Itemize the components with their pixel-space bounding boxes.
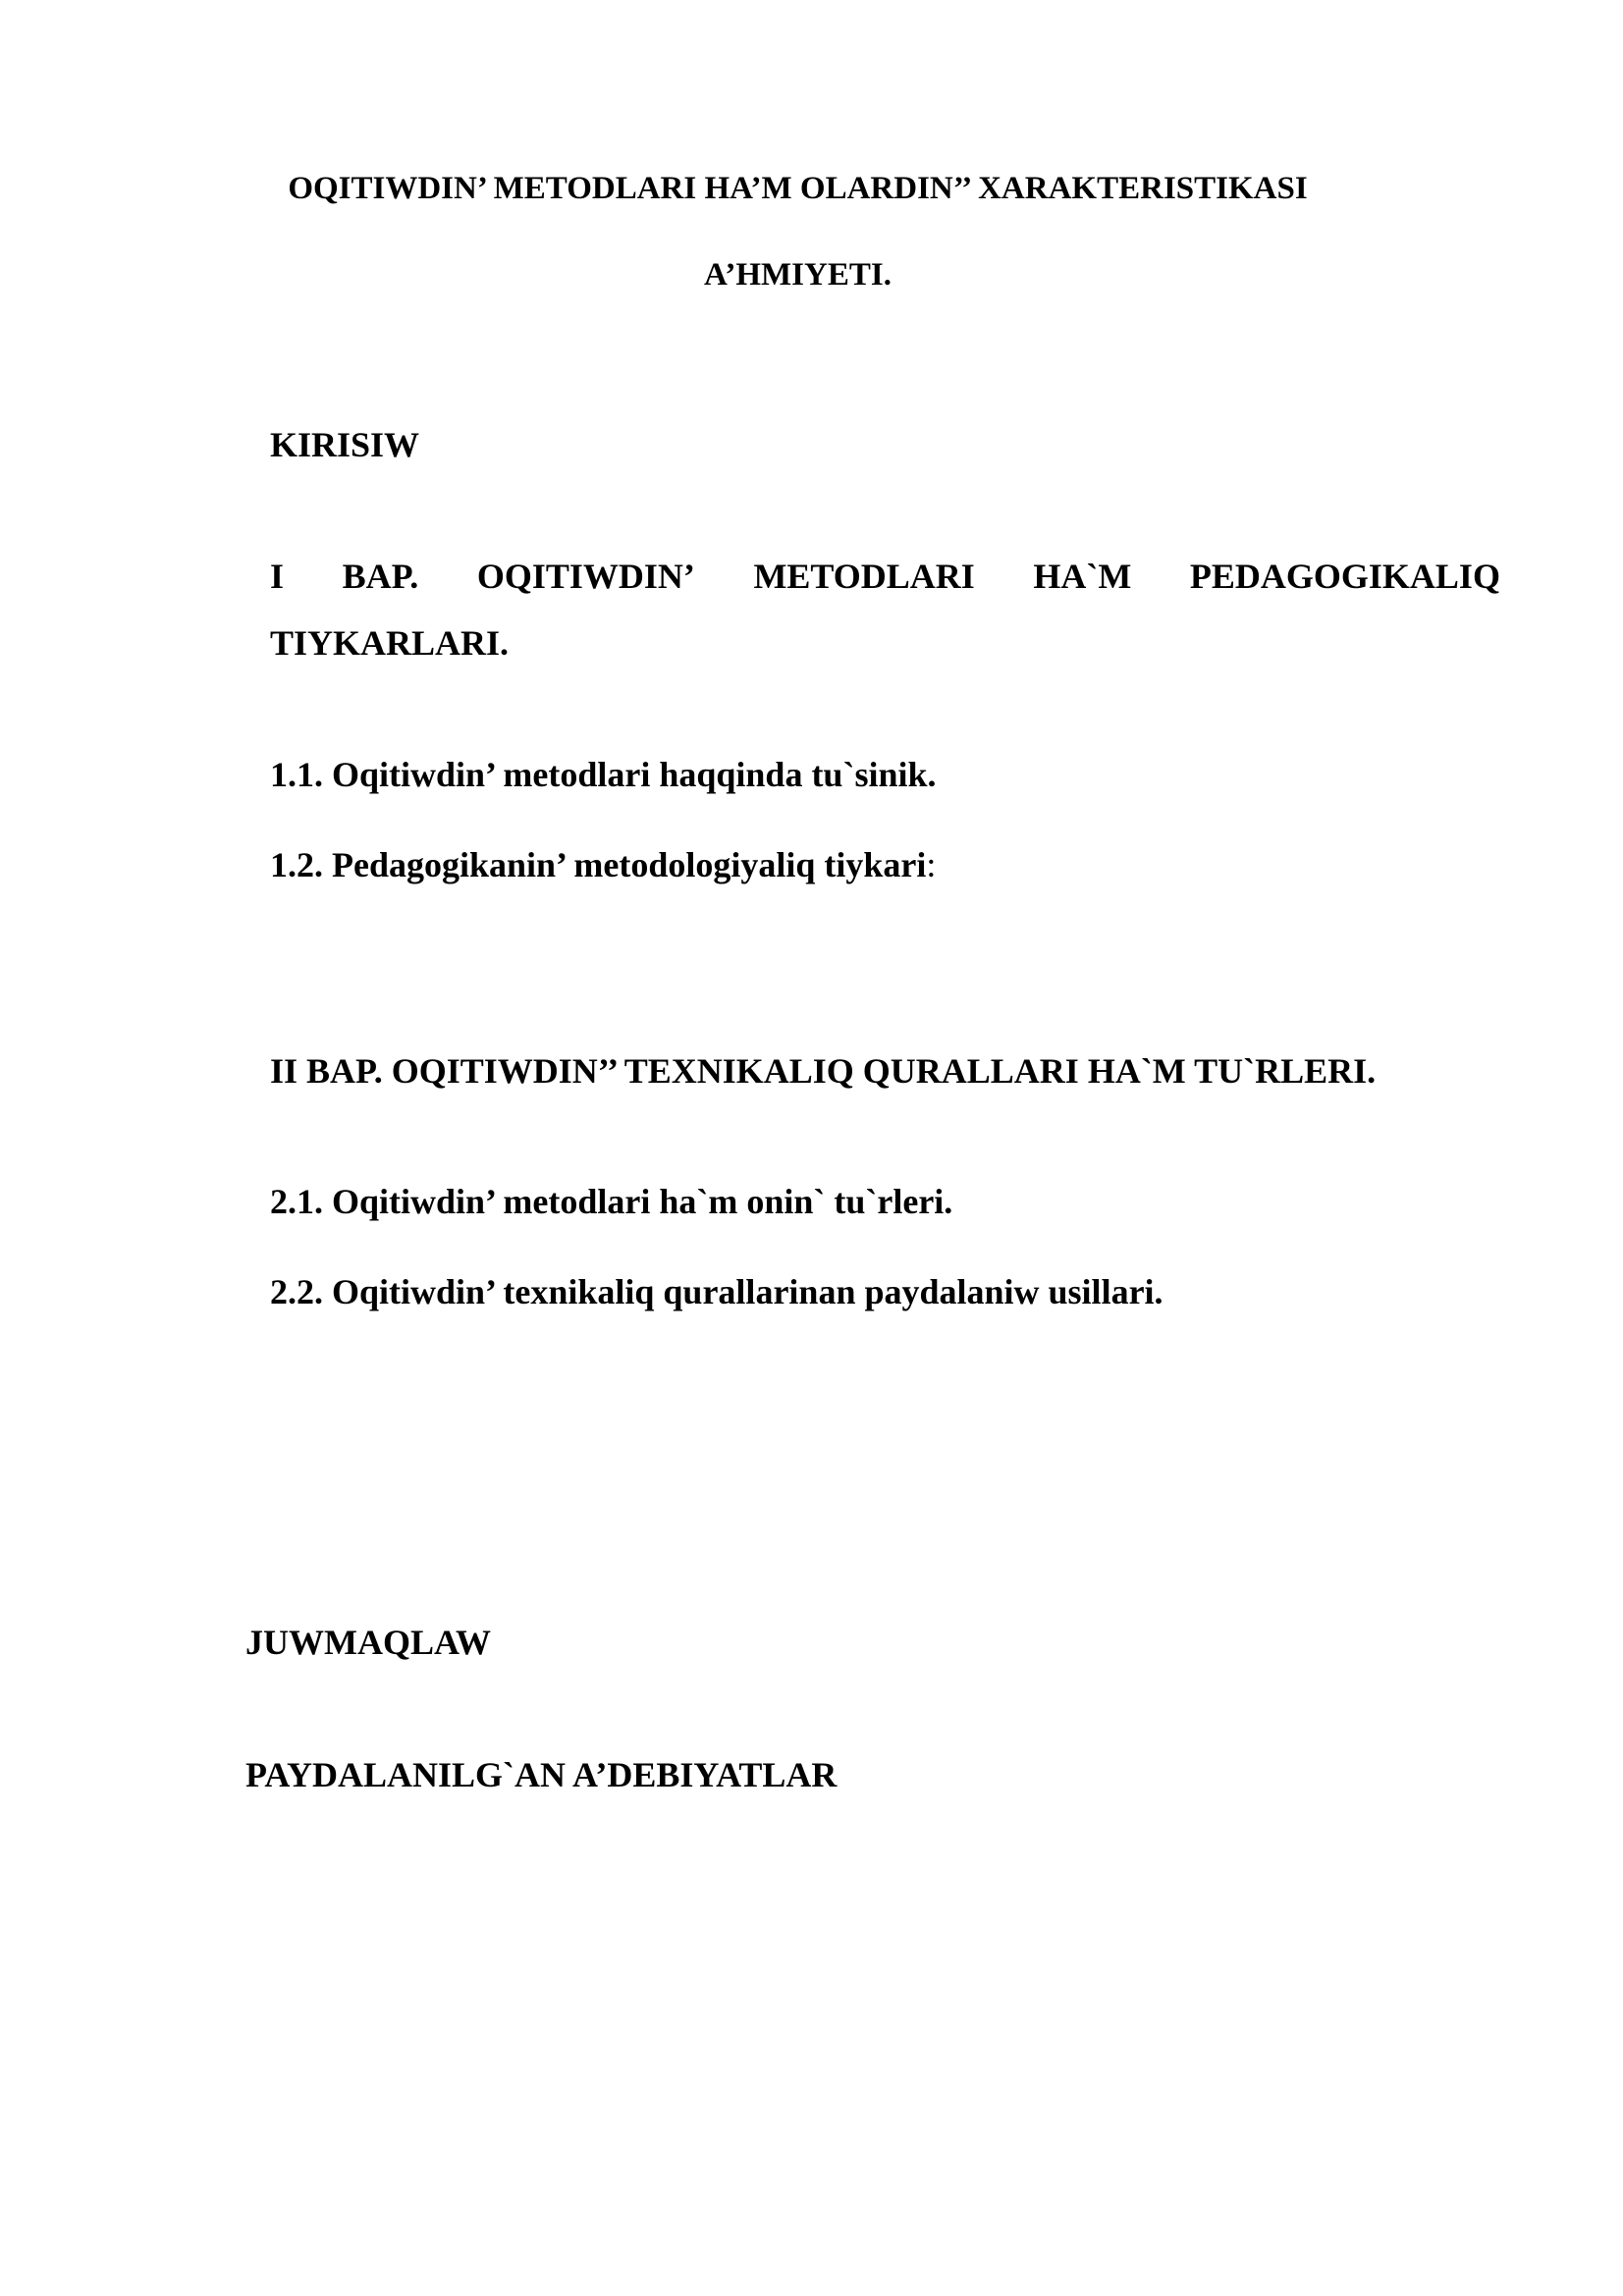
document-title-line-1: OQITIWDIN’ METODLARI HA’M OLARDIN’’ XARAKTERISTIKASI	[288, 171, 1308, 206]
section-2-1: 2.1. Oqitiwdin’ metodlari ha`m onin` tu`rleri.	[270, 1182, 953, 1221]
chapter-1-word: OQITIWDIN’	[476, 557, 695, 596]
chapter-1-word: HA`M	[1033, 557, 1132, 596]
chapter-1-word: PEDAGOGIKALIQ	[1189, 557, 1500, 596]
chapter-1-heading-line-1	[270, 556, 1500, 597]
section-1-2-text: 1.2. Pedagogikanin’ metodologiyaliq tiykari	[270, 845, 927, 884]
chapter-1-word: BAP.	[342, 557, 419, 596]
references-heading: PAYDALANILG`AN A’DEBIYATLAR	[245, 1755, 838, 1794]
section-1-2	[270, 844, 936, 885]
conclusion-heading: JUWMAQLAW	[245, 1623, 491, 1662]
document-title-line-2: A’HMIYETI.	[704, 257, 892, 293]
chapter-1-word: METODLARI	[753, 557, 975, 596]
chapter-2-heading: II BAP. OQITIWDIN’’ TEXNIKALIQ QURALLARI HA`M TU`RLERI.	[270, 1051, 1377, 1091]
chapter-1-heading-line-2: TIYKARLARI.	[270, 623, 510, 663]
section-1-2-colon: :	[926, 845, 937, 884]
chapter-1-word: I	[270, 557, 285, 596]
section-2-2: 2.2. Oqitiwdin’ texnikaliq qurallarinan paydalaniw usillari.	[270, 1272, 1163, 1311]
section-1-1: 1.1. Oqitiwdin’ metodlari haqqinda tu`sinik.	[270, 755, 937, 794]
intro-heading: KIRISIW	[270, 425, 420, 464]
